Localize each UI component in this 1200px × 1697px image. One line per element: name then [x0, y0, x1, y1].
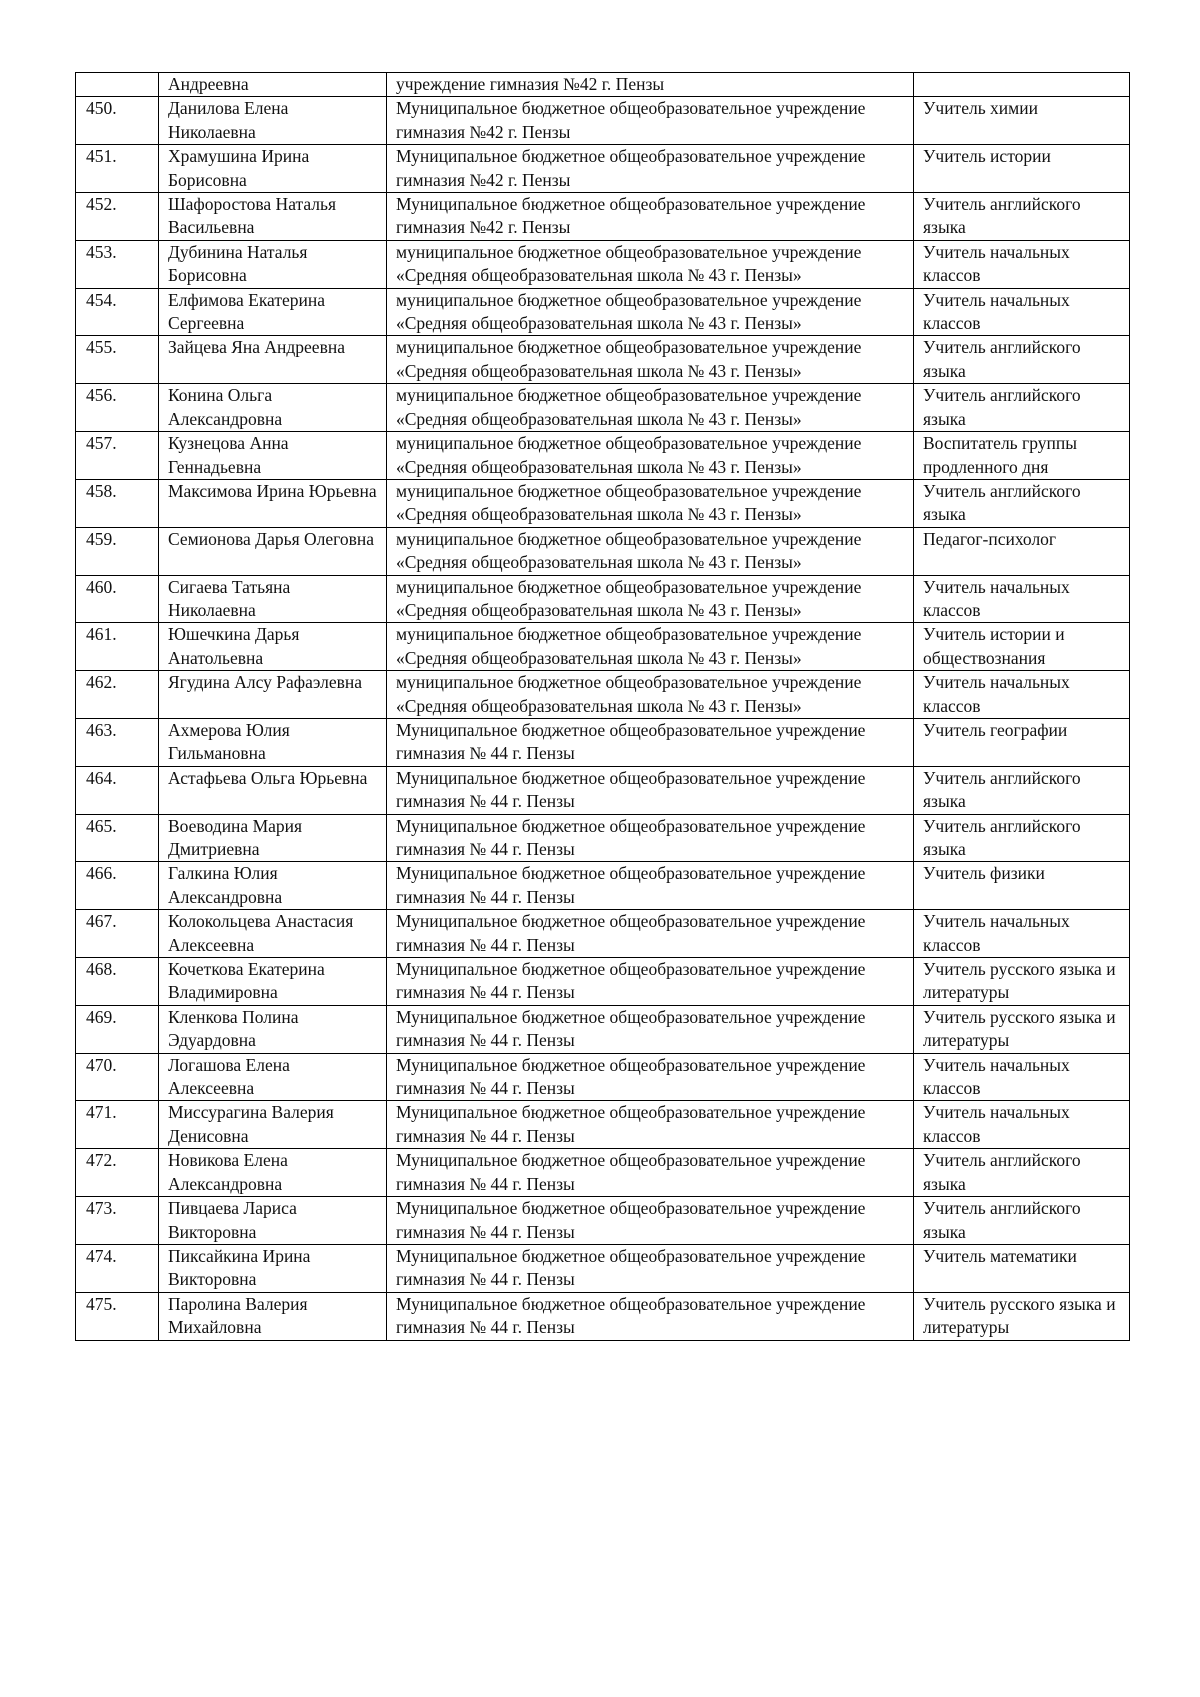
table-row [76, 814, 1130, 862]
institution-name: муниципальное бюджетное общеобразовательное учреждение «Средняя общеобразовательная школа № 43 г. Пензы» [387, 671, 914, 719]
teacher-position: Учитель начальных классов [914, 1101, 1130, 1149]
row-number: 471. [76, 1101, 159, 1149]
table-row [76, 288, 1130, 336]
teacher-position: Учитель истории и обществознания [914, 623, 1130, 671]
row-number: 461. [76, 623, 159, 671]
table-row [76, 766, 1130, 814]
teacher-name: Храмушина Ирина Борисовна [159, 145, 387, 193]
table-row [76, 1292, 1130, 1340]
row-number: 458. [76, 479, 159, 527]
row-number: 475. [76, 1292, 159, 1340]
teacher-position: Учитель английского языка [914, 814, 1130, 862]
teacher-position: Учитель химии [914, 97, 1130, 145]
row-number: 467. [76, 910, 159, 958]
teacher-position: Учитель начальных классов [914, 671, 1130, 719]
teacher-name: Елфимова Екатерина Сергеевна [159, 288, 387, 336]
institution-name: муниципальное бюджетное общеобразовательное учреждение «Средняя общеобразовательная школа № 43 г. Пензы» [387, 623, 914, 671]
teacher-position: Учитель начальных классов [914, 288, 1130, 336]
teacher-position: Учитель математики [914, 1244, 1130, 1292]
row-number: 451. [76, 145, 159, 193]
teacher-name: Максимова Ирина Юрьевна [159, 479, 387, 527]
institution-name: Муниципальное бюджетное общеобразовательное учреждение гимназия № 44 г. Пензы [387, 958, 914, 1006]
row-number: 465. [76, 814, 159, 862]
table-row [76, 527, 1130, 575]
teacher-position: Учитель английского языка [914, 193, 1130, 241]
teacher-name: Зайцева Яна Андреевна [159, 336, 387, 384]
row-number: 456. [76, 384, 159, 432]
table-row [76, 145, 1130, 193]
teacher-name: Дубинина Наталья Борисовна [159, 240, 387, 288]
table-row [76, 1149, 1130, 1197]
teacher-name: Астафьева Ольга Юрьевна [159, 766, 387, 814]
institution-name: Муниципальное бюджетное общеобразовательное учреждение гимназия № 44 г. Пензы [387, 1244, 914, 1292]
institution-name: муниципальное бюджетное общеобразовательное учреждение «Средняя общеобразовательная школа № 43 г. Пензы» [387, 240, 914, 288]
row-number: 473. [76, 1197, 159, 1245]
teacher-position [914, 73, 1130, 97]
institution-name: Муниципальное бюджетное общеобразовательное учреждение гимназия №42 г. Пензы [387, 97, 914, 145]
teacher-name: Семионова Дарья Олеговна [159, 527, 387, 575]
row-number: 463. [76, 718, 159, 766]
teacher-name: Кленкова Полина Эдуардовна [159, 1005, 387, 1053]
staff-table [75, 72, 1130, 1341]
teacher-position: Учитель русского языка и литературы [914, 1005, 1130, 1053]
teacher-name: Данилова Елена Николаевна [159, 97, 387, 145]
row-number: 455. [76, 336, 159, 384]
table-row [76, 1005, 1130, 1053]
row-number: 452. [76, 193, 159, 241]
row-number: 468. [76, 958, 159, 1006]
teacher-position: Учитель физики [914, 862, 1130, 910]
table-row [76, 1244, 1130, 1292]
institution-name: Муниципальное бюджетное общеобразовательное учреждение гимназия № 44 г. Пензы [387, 910, 914, 958]
teacher-position: Учитель истории [914, 145, 1130, 193]
teacher-position: Учитель начальных классов [914, 1053, 1130, 1101]
institution-name: Муниципальное бюджетное общеобразовательное учреждение гимназия № 44 г. Пензы [387, 1101, 914, 1149]
table-row [76, 479, 1130, 527]
institution-name: Муниципальное бюджетное общеобразовательное учреждение гимназия № 44 г. Пензы [387, 1197, 914, 1245]
teacher-name: Ягудина Алсу Рафаэлевна [159, 671, 387, 719]
row-number: 462. [76, 671, 159, 719]
teacher-name: Сигаева Татьяна Николаевна [159, 575, 387, 623]
teacher-position: Педагог-психолог [914, 527, 1130, 575]
row-number: 474. [76, 1244, 159, 1292]
teacher-position: Учитель географии [914, 718, 1130, 766]
row-number: 460. [76, 575, 159, 623]
teacher-name: Кочеткова Екатерина Владимировна [159, 958, 387, 1006]
teacher-name: Пиксайкина Ирина Викторовна [159, 1244, 387, 1292]
institution-name: муниципальное бюджетное общеобразовательное учреждение «Средняя общеобразовательная школа № 43 г. Пензы» [387, 336, 914, 384]
teacher-name: Паролина Валерия Михайловна [159, 1292, 387, 1340]
teacher-name: Галкина Юлия Александровна [159, 862, 387, 910]
institution-name: Муниципальное бюджетное общеобразовательное учреждение гимназия № 44 г. Пензы [387, 766, 914, 814]
teacher-position: Учитель английского языка [914, 1197, 1130, 1245]
table-row [76, 718, 1130, 766]
teacher-name: Юшечкина Дарья Анатольевна [159, 623, 387, 671]
table-row [76, 575, 1130, 623]
teacher-position: Учитель начальных классов [914, 910, 1130, 958]
teacher-name: Колокольцева Анастасия Алексеевна [159, 910, 387, 958]
teacher-position: Учитель русского языка и литературы [914, 1292, 1130, 1340]
institution-name: Муниципальное бюджетное общеобразовательное учреждение гимназия № 44 г. Пензы [387, 718, 914, 766]
institution-name: Муниципальное бюджетное общеобразовательное учреждение гимназия № 44 г. Пензы [387, 814, 914, 862]
institution-name: Муниципальное бюджетное общеобразовательное учреждение гимназия № 44 г. Пензы [387, 1053, 914, 1101]
table-row [76, 432, 1130, 480]
table-row [76, 623, 1130, 671]
teacher-position: Учитель английского языка [914, 766, 1130, 814]
teacher-name: Миссурагина Валерия Денисовна [159, 1101, 387, 1149]
table-row [76, 193, 1130, 241]
row-number: 459. [76, 527, 159, 575]
teacher-position: Учитель английского языка [914, 336, 1130, 384]
teacher-position: Учитель английского языка [914, 1149, 1130, 1197]
teacher-name: Новикова Елена Александровна [159, 1149, 387, 1197]
teacher-name: Пивцаева Лариса Викторовна [159, 1197, 387, 1245]
teacher-name: Ахмерова Юлия Гильмановна [159, 718, 387, 766]
teacher-name: Андреевна [159, 73, 387, 97]
institution-name: Муниципальное бюджетное общеобразовательное учреждение гимназия № 44 г. Пензы [387, 1292, 914, 1340]
row-number: 454. [76, 288, 159, 336]
row-number [76, 73, 159, 97]
teacher-position: Учитель русского языка и литературы [914, 958, 1130, 1006]
institution-name: муниципальное бюджетное общеобразовательное учреждение «Средняя общеобразовательная школа № 43 г. Пензы» [387, 288, 914, 336]
table-row [76, 384, 1130, 432]
institution-name: муниципальное бюджетное общеобразовательное учреждение «Средняя общеобразовательная школа № 43 г. Пензы» [387, 527, 914, 575]
row-number: 466. [76, 862, 159, 910]
teacher-position: Учитель начальных классов [914, 575, 1130, 623]
institution-name: муниципальное бюджетное общеобразовательное учреждение «Средняя общеобразовательная школа № 43 г. Пензы» [387, 575, 914, 623]
institution-name: Муниципальное бюджетное общеобразовательное учреждение гимназия №42 г. Пензы [387, 145, 914, 193]
institution-name: Муниципальное бюджетное общеобразовательное учреждение гимназия №42 г. Пензы [387, 193, 914, 241]
teacher-position: Учитель английского языка [914, 479, 1130, 527]
teacher-position: Учитель начальных классов [914, 240, 1130, 288]
institution-name: учреждение гимназия №42 г. Пензы [387, 73, 914, 97]
institution-name: муниципальное бюджетное общеобразовательное учреждение «Средняя общеобразовательная школа № 43 г. Пензы» [387, 479, 914, 527]
staff-table-body [76, 73, 1130, 1341]
institution-name: Муниципальное бюджетное общеобразовательное учреждение гимназия № 44 г. Пензы [387, 1005, 914, 1053]
row-number: 457. [76, 432, 159, 480]
row-number: 472. [76, 1149, 159, 1197]
table-row [76, 958, 1130, 1006]
table-row [76, 671, 1130, 719]
institution-name: Муниципальное бюджетное общеобразовательное учреждение гимназия № 44 г. Пензы [387, 862, 914, 910]
teacher-name: Воеводина Мария Дмитриевна [159, 814, 387, 862]
teacher-name: Конина Ольга Александровна [159, 384, 387, 432]
table-row [76, 240, 1130, 288]
teacher-name: Кузнецова Анна Геннадьевна [159, 432, 387, 480]
row-number: 470. [76, 1053, 159, 1101]
table-row [76, 1197, 1130, 1245]
row-number: 469. [76, 1005, 159, 1053]
row-number: 450. [76, 97, 159, 145]
teacher-name: Шафоростова Наталья Васильевна [159, 193, 387, 241]
row-number: 453. [76, 240, 159, 288]
teacher-position: Воспитатель группы продленного дня [914, 432, 1130, 480]
institution-name: Муниципальное бюджетное общеобразовательное учреждение гимназия № 44 г. Пензы [387, 1149, 914, 1197]
teacher-name: Логашова Елена Алексеевна [159, 1053, 387, 1101]
table-row [76, 1053, 1130, 1101]
teacher-position: Учитель английского языка [914, 384, 1130, 432]
table-row [76, 73, 1130, 97]
table-row [76, 862, 1130, 910]
institution-name: муниципальное бюджетное общеобразовательное учреждение «Средняя общеобразовательная школа № 43 г. Пензы» [387, 432, 914, 480]
table-row [76, 910, 1130, 958]
table-row [76, 97, 1130, 145]
table-row [76, 336, 1130, 384]
row-number: 464. [76, 766, 159, 814]
institution-name: муниципальное бюджетное общеобразовательное учреждение «Средняя общеобразовательная школа № 43 г. Пензы» [387, 384, 914, 432]
table-row [76, 1101, 1130, 1149]
